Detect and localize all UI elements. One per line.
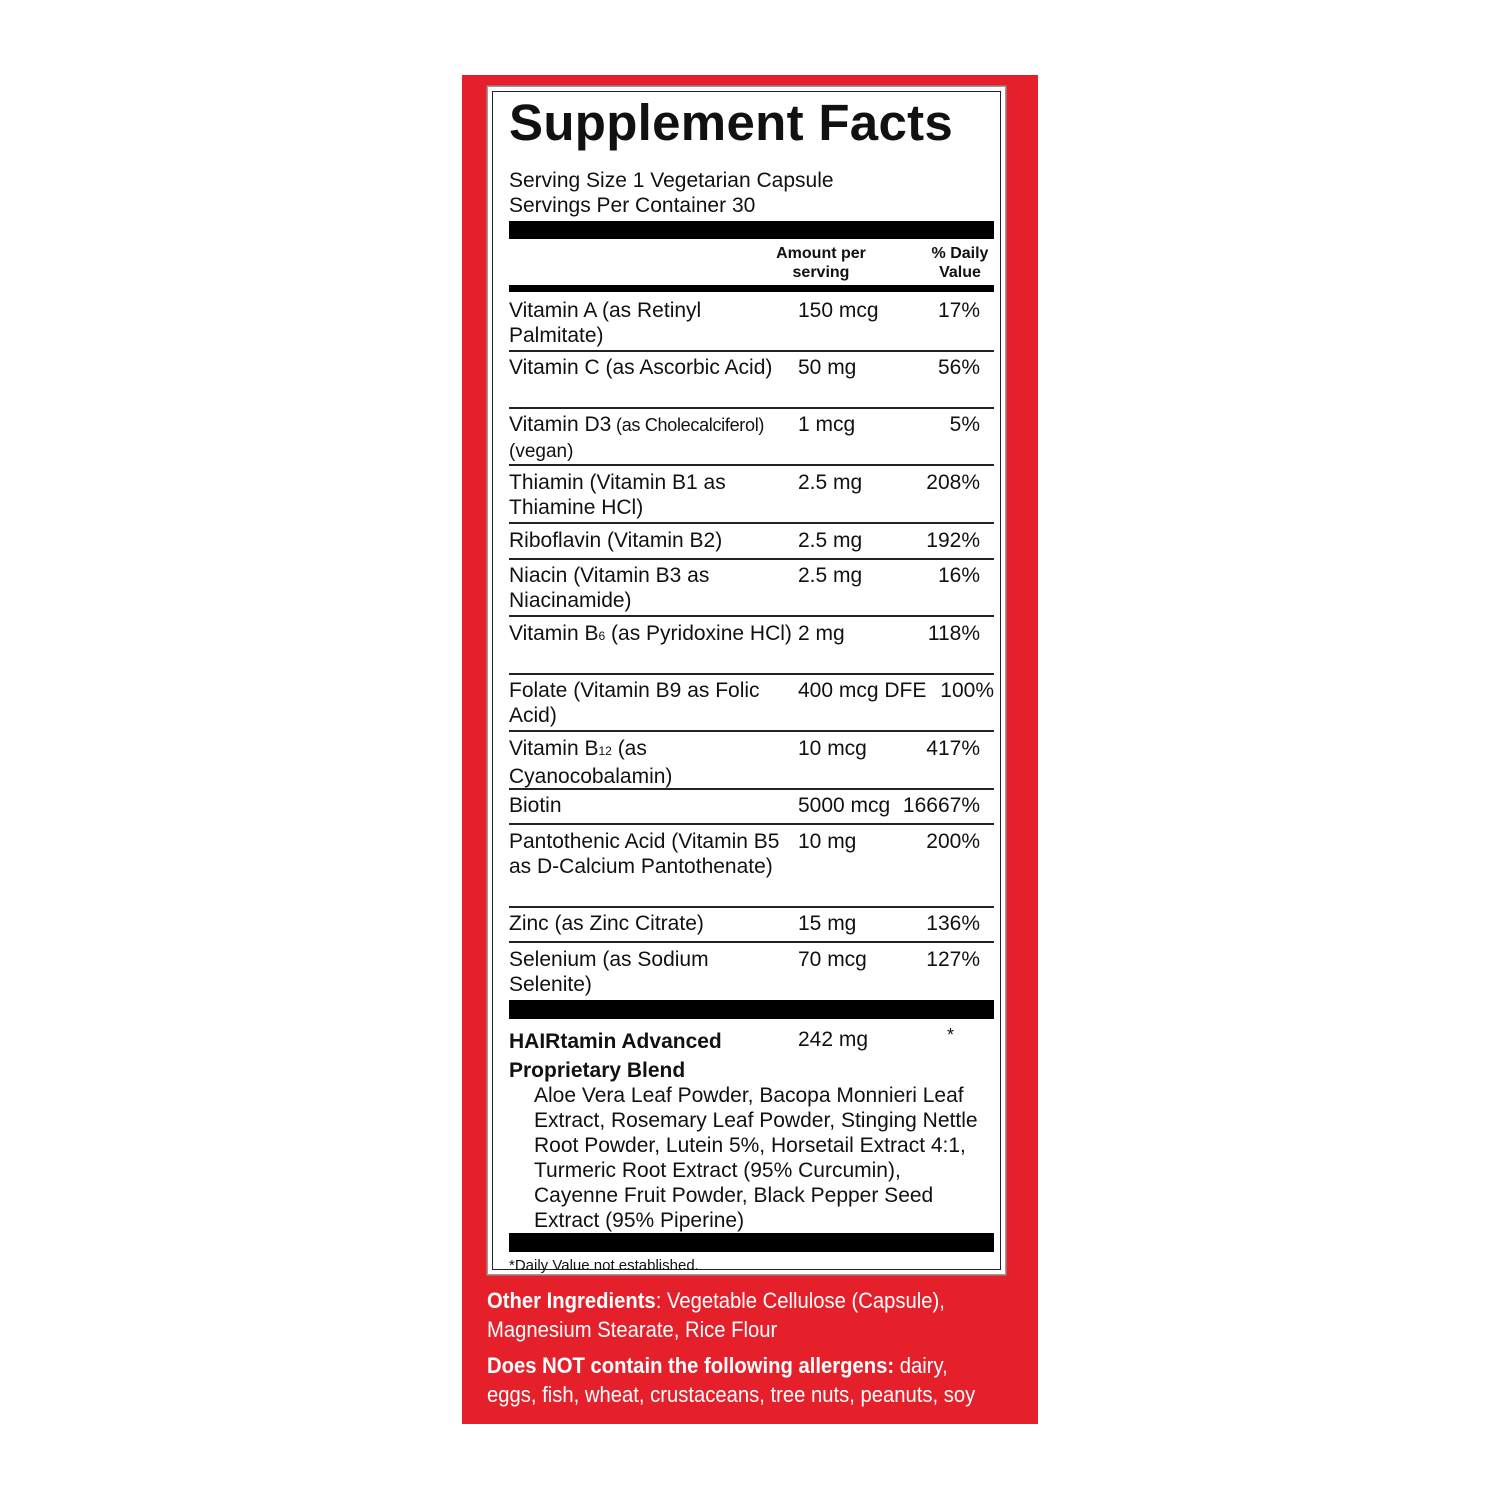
proprietary-blend-amount: 242 mg <box>798 1028 869 1051</box>
nutrient-daily-value: 5% <box>949 413 980 436</box>
nutrient-name: Biotin <box>509 794 562 817</box>
nutrient-name: Niacin (Vitamin B3 as Niacinamide) <box>509 564 710 612</box>
row-divider <box>509 558 994 560</box>
row-divider <box>509 941 994 943</box>
row-divider <box>509 464 994 466</box>
nutrient-amount: 10 mcg <box>798 737 867 760</box>
row-divider <box>509 730 994 732</box>
thick-divider <box>509 221 994 239</box>
nutrient-name: Vitamin C (as Ascorbic Acid) <box>509 356 773 379</box>
header-divider <box>509 285 994 292</box>
proprietary-blend-ingredients: Aloe Vera Leaf Powder, Bacopa Monnieri Leaf Extract, Rosemary Leaf Powder, Stinging Nettle Root Powder, Lutein 5%, Horsetail Extract 4:1, Turmeric Root Extract (95% Curcumin), Cayenne Fruit Powder, Black Pepper Seed Extract (95% Piperine) <box>534 1084 978 1232</box>
nutrient-daily-value: 16667% <box>902 794 980 817</box>
serving-size: Serving Size 1 Vegetarian Capsule <box>509 169 834 192</box>
nutrient-daily-value: 17% <box>937 299 980 322</box>
nutrient-amount: 1 mcg <box>798 413 856 436</box>
label-title: Supplement Facts <box>509 94 954 151</box>
nutrient-daily-value: 16% <box>937 564 980 587</box>
other-ingredients-label: Other Ingredients <box>487 1288 656 1313</box>
nutrient-daily-value: 118% <box>927 622 980 645</box>
nutrient-name: Vitamin D3 (as Cholecalciferol) (vegan) <box>509 413 765 462</box>
nutrient-name: Selenium (as Sodium Selenite) <box>509 948 709 996</box>
nutrient-daily-value: 136% <box>926 912 980 935</box>
allergens-label: Does NOT contain the following allergens: <box>487 1353 895 1378</box>
nutrient-amount: 50 mg <box>798 356 857 379</box>
nutrient-name: Zinc (as Zinc Citrate) <box>509 912 704 935</box>
servings-per-container: Servings Per Container 30 <box>509 194 756 217</box>
nutrient-daily-value: 127% <box>926 948 980 971</box>
allergen-statement <box>487 1351 991 1409</box>
supplement-facts-label <box>492 91 1001 1274</box>
allergens-text: dairy, eggs, fish, wheat, crustaceans, tree nuts, peanuts, soy <box>487 1353 976 1407</box>
nutrient-name: Thiamin (Vitamin B1 as Thiamine HCl) <box>509 471 726 519</box>
thick-divider <box>509 1000 994 1019</box>
nutrient-amount: 2 mg <box>798 622 845 645</box>
nutrient-amount: 150 mcg <box>798 299 879 322</box>
nutrient-amount: 2.5 mg <box>798 471 863 494</box>
nutrient-daily-value: 208% <box>926 471 980 494</box>
nutrient-name: Pantothenic Acid (Vitamin B5 as D-Calcium Pantothenate) <box>509 830 780 878</box>
nutrient-amount: 2.5 mg <box>798 564 863 587</box>
proprietary-blend-daily-value: * <box>947 1025 955 1045</box>
nutrient-daily-value: 56% <box>937 356 980 379</box>
row-divider <box>509 788 994 790</box>
daily-value-footnote: *Daily Value not established. <box>509 1257 699 1274</box>
nutrient-amount: 400 mcg DFE <box>798 679 927 702</box>
nutrient-daily-value: 192% <box>926 529 980 552</box>
nutrient-name: Vitamin B6 (as Pyridoxine HCl) <box>509 622 792 645</box>
row-divider <box>509 673 994 675</box>
row-divider <box>509 906 994 908</box>
red-background-panel <box>462 75 1038 1424</box>
nutrient-amount: 2.5 mg <box>798 529 863 552</box>
nutrient-amount: 5000 mcg <box>798 794 891 817</box>
row-divider <box>509 522 994 524</box>
nutrient-daily-value: 100% <box>940 679 994 702</box>
row-divider <box>509 407 994 409</box>
row-divider <box>509 615 994 617</box>
daily-value-column-header: % Daily Value <box>931 245 989 281</box>
amount-column-header: Amount per serving <box>776 245 866 281</box>
nutrient-name: Vitamin B12 (as Cyanocobalamin) <box>509 737 673 788</box>
nutrient-name: Folate (Vitamin B9 as Folic Acid) <box>509 679 760 727</box>
nutrient-daily-value: 200% <box>926 830 980 853</box>
row-divider <box>509 350 994 352</box>
proprietary-blend-name: HAIRtamin Advanced Proprietary Blend <box>509 1030 722 1082</box>
nutrient-amount: 70 mcg <box>798 948 867 971</box>
other-ingredients <box>487 1286 991 1344</box>
other-ingredients-text: : Vegetable Cellulose (Capsule), Magnesium Stearate, Rice Flour <box>487 1288 945 1342</box>
nutrient-amount: 15 mg <box>798 912 857 935</box>
nutrient-name: Riboflavin (Vitamin B2) <box>509 529 723 552</box>
nutrient-name: Vitamin A (as Retinyl Palmitate) <box>509 299 702 347</box>
nutrient-daily-value: 417% <box>926 737 980 760</box>
row-divider <box>509 823 994 825</box>
thick-divider <box>509 1233 994 1252</box>
nutrient-amount: 10 mg <box>798 830 857 853</box>
